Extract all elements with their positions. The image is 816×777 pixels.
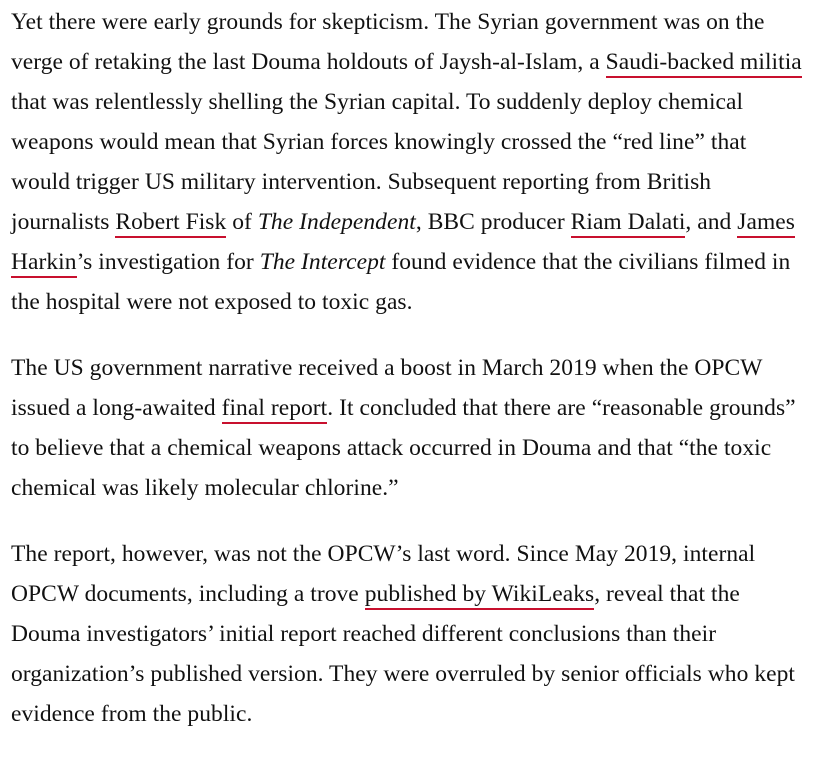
paragraph-2 (11, 348, 805, 508)
link-robert-fisk[interactable]: Robert Fisk (115, 209, 226, 238)
link-james-harkin[interactable]: James Harkin (11, 209, 795, 278)
paragraph-text: , and (685, 209, 738, 235)
paragraph-text: . It concluded that there are “reasonable grounds” to believe that a chemical weapons attack occurred in Douma and that “the toxic chemical was likely molecular chlorine.” (11, 395, 796, 501)
publication-name: The Intercept (259, 249, 386, 275)
paragraph-1 (11, 2, 805, 322)
paragraph-text: , reveal that the Douma investigators’ initial report reached different conclusions than their organization’s published version. They were overruled by senior officials who kept evidence from the public. (11, 581, 795, 727)
link-published-by-wikileaks[interactable]: published by WikiLeaks (365, 581, 594, 610)
publication-name: The Independent (257, 209, 416, 235)
paragraph-3 (11, 534, 805, 734)
link-saudi-backed-militia[interactable]: Saudi-backed militia (606, 49, 802, 78)
paragraph-text: ’s investigation for (76, 249, 260, 275)
paragraph-text: that was relentlessly shelling the Syrian capital. To suddenly deploy chemical weapons would mean that Syrian forces knowingly crossed the “red line” that would trigger US military intervention. Subsequent reporting from British journalists (11, 89, 747, 235)
link-final-report[interactable]: final report (222, 395, 328, 424)
paragraph-text: Yet there were early grounds for skepticism. The Syrian government was on the verge of retaking the last Douma holdouts of Jaysh-al-Islam, a (11, 9, 765, 75)
paragraph-text: The US government narrative received a boost in March 2019 when the OPCW issued a long-awaited (11, 355, 763, 421)
link-riam-dalati[interactable]: Riam Dalati (571, 209, 686, 238)
paragraph-text: of (226, 209, 258, 235)
paragraph-text: The report, however, was not the OPCW’s last word. Since May 2019, internal OPCW documents, including a trove (11, 541, 756, 607)
paragraph-text: , BBC producer (415, 209, 571, 235)
paragraph-text: found evidence that the civilians filmed in the hospital were not exposed to toxic gas. (11, 249, 791, 315)
